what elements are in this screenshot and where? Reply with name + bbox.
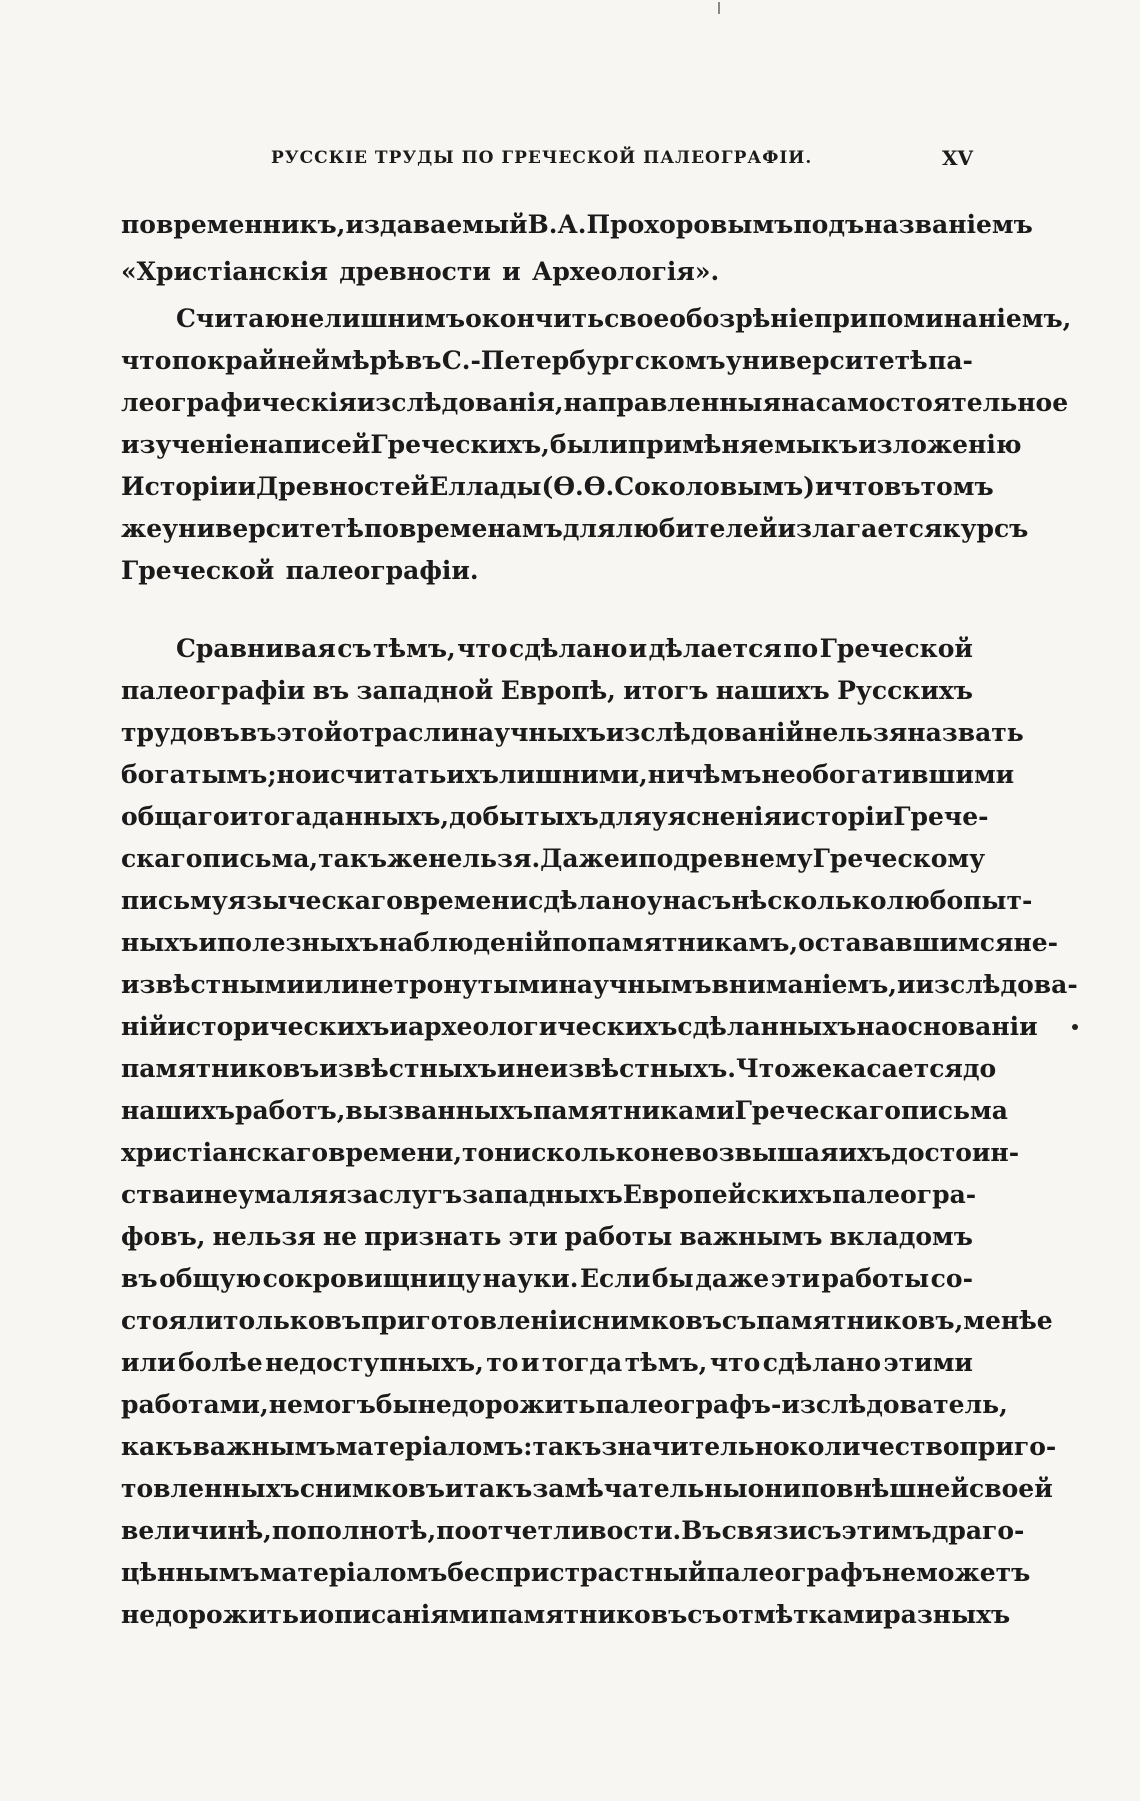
text-line: въ общую сокровищницу науки. Если бы даже эти работы со- [121, 1264, 973, 1293]
text-line: ній историческихъ и археологическихъ сдѣланныхъ на основаніи [121, 1012, 1038, 1041]
text-line: величинѣ, по полнотѣ, по отчетливости. Въ связи съ этимъ драго- [121, 1516, 1025, 1545]
text-line: ныхъ и полезныхъ наблюденій по памятникамъ, остававшимся не- [121, 928, 1059, 957]
text-line: изученіе написей Греческихъ, были примѣняемы къ изложенію [121, 430, 1022, 459]
text-line: же университетѣ по временамъ для любителей излагается курсъ [121, 514, 1029, 543]
text-line: что по крайней мѣрѣ въ С.-Петербургскомъ университетѣ па- [121, 346, 973, 375]
text-line: письму языческаго времени сдѣлано у насъ нѣсколько любопыт- [121, 886, 1033, 915]
text-line: нашихъ работъ, вызванныхъ памятниками Греческаго письма [121, 1096, 1008, 1125]
text-line: «Христіанскія древности и Археологія». [121, 257, 720, 286]
text-line: повременникъ, издаваемый В. А. Прохоровымъ подъ названіемъ [121, 210, 1033, 239]
running-title: РУССКІЕ ТРУДЫ ПО ГРЕЧЕСКОЙ ПАЛЕОГРАФІИ. [271, 148, 813, 168]
text-line: леографическія изслѣдованія, направленныя на самостоятельное [121, 388, 1069, 417]
text-line: скаго письма, такъ же нельзя. Даже и по древнему Греческому [121, 844, 986, 873]
text-line: фовъ, нельзя не признать эти работы важнымъ вкладомъ [121, 1222, 973, 1251]
text-line: Исторіи и Древностей Еллады (Ѳ. Ѳ. Соколовымъ) и что въ томъ [121, 472, 994, 501]
ink-speck [1072, 1024, 1078, 1030]
text-line: ства и не умаляя заслугъ западныхъ Европейскихъ палеогра- [121, 1180, 977, 1209]
text-line: общаго итога данныхъ, добытыхъ для уясненія исторіи Грече- [121, 802, 989, 831]
text-line: какъ важнымъ матеріаломъ: такъ значительно количество приго- [121, 1432, 1057, 1461]
scan-mark [718, 2, 720, 14]
running-head [121, 148, 973, 178]
text-line: Считаю не лишнимъ окончить свое обозрѣніе припоминаніемъ, [176, 304, 1072, 333]
text-line: богатымъ; но и считать ихъ лишними, ничѣмъ необогатившими [121, 760, 1015, 789]
text-line: трудовъ въ этой отрасли научныхъ изслѣдованій нельзя назвать [121, 718, 1024, 747]
text-line: цѣннымъ матеріаломъ беспристрастный палеографъ не можетъ [121, 1558, 1031, 1587]
text-line: извѣстными или нетронутыми научнымъ вниманіемъ, и изслѣдова- [121, 970, 1078, 999]
text-line: христіанскаго времени, то ни сколько не возвышая ихъ достоин- [121, 1138, 1020, 1167]
text-line: или болѣе недоступныхъ, то и тогда тѣмъ, что сдѣлано этими [121, 1348, 973, 1377]
page-number: XV [941, 146, 973, 170]
text-line: палеографіи въ западной Европѣ, итогъ нашихъ Русскихъ [121, 676, 973, 705]
text-line: памятниковъ извѣстныхъ и неизвѣстныхъ. Что же касается до [121, 1054, 997, 1083]
text-line: работами, не могъ бы не дорожить палеографъ-изслѣдователь, [121, 1390, 1008, 1419]
text-line: не дорожить и описаніями памятниковъ съ отмѣтками разныхъ [121, 1600, 1011, 1629]
text-line: товленныхъ снимковъ и такъ замѣчательны они по внѣшней своей [121, 1474, 1053, 1503]
text-line: Греческой палеографіи. [121, 556, 479, 585]
text-line: стояли только въ приготовленіи снимковъ съ памятниковъ, менѣе [121, 1306, 1053, 1335]
text-line: Сравнивая съ тѣмъ, что сдѣлано и дѣлается по Греческой [176, 634, 973, 663]
